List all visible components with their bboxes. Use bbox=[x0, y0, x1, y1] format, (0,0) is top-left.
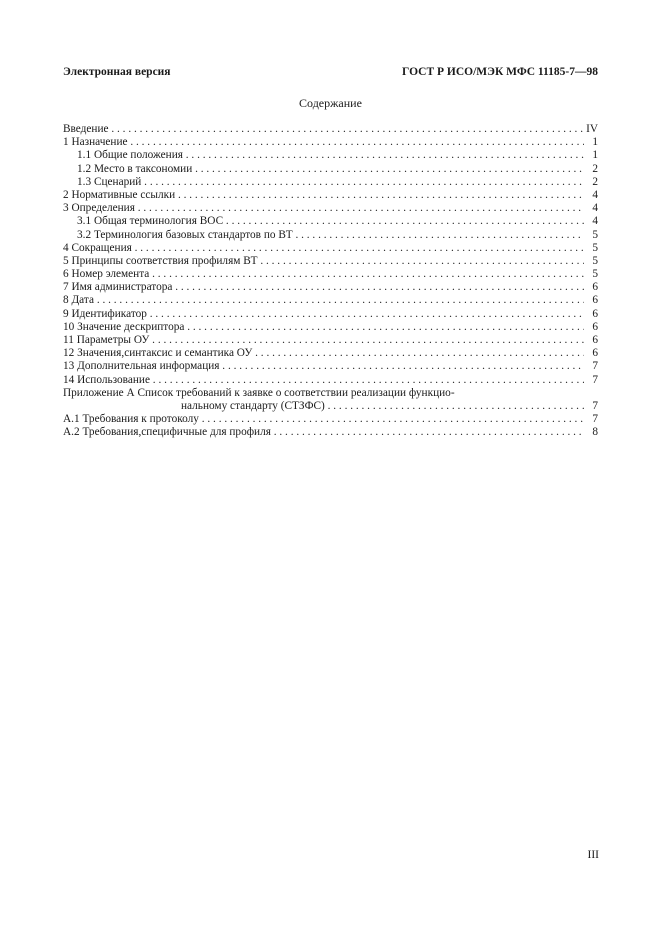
toc-entry-label: 1.2 Место в таксономии bbox=[77, 162, 193, 175]
toc-entry-page: 5 bbox=[592, 241, 598, 254]
toc-entry-label: 1.3 Сценарий bbox=[77, 175, 142, 188]
toc-entry-page: 2 bbox=[592, 162, 598, 175]
toc-entry bbox=[63, 123, 598, 136]
toc-entry bbox=[63, 426, 598, 439]
toc-entry-label: 9 Идентификатор bbox=[63, 307, 147, 320]
toc-entry-label: 7 Имя администратора bbox=[63, 281, 173, 294]
toc-entry-label: 13 Дополнительная информация bbox=[63, 360, 220, 373]
toc-entry-page: 5 bbox=[592, 268, 598, 281]
toc-entry bbox=[63, 255, 598, 268]
toc-entry-label: нальному стандарту (СТЗФС) bbox=[181, 399, 325, 412]
toc-entry-label: 11 Параметры ОУ bbox=[63, 334, 150, 346]
toc-entry-appendix bbox=[63, 387, 598, 400]
toc-entry bbox=[63, 374, 598, 387]
toc-entry bbox=[63, 163, 598, 176]
toc-entry-page: 2 bbox=[592, 175, 598, 188]
toc-entry-label: Приложение А Список требований к заявке о соответствии реализации функцио- bbox=[63, 386, 455, 399]
toc-entry-label: А.2 Требования,специфичные для профиля bbox=[63, 426, 271, 439]
toc-entry bbox=[63, 202, 598, 215]
running-header-right: ГОСТ Р ИСО/МЭК МФС 11185-7—98 bbox=[402, 66, 598, 78]
toc-entry-label: 5 Принципы соответствия профилям ВТ bbox=[63, 254, 258, 267]
running-header-left: Электронная версия bbox=[63, 66, 171, 78]
toc-entry-label: А.1 Требования к протоколу bbox=[63, 413, 199, 426]
toc-entry-label: 3 Определения bbox=[63, 202, 135, 215]
toc-entry-page: 1 bbox=[592, 136, 598, 149]
toc-entry-page: 5 bbox=[592, 228, 598, 241]
toc-entry-page: 7 bbox=[592, 413, 598, 426]
toc-entry-label: 2 Нормативные ссылки bbox=[63, 188, 176, 201]
toc-entry bbox=[63, 176, 598, 189]
toc-entry-label: 1 Назначение bbox=[63, 136, 128, 149]
toc-entry bbox=[63, 360, 598, 373]
toc-entry-label: 14 Использование bbox=[63, 373, 150, 386]
toc-entry-page: 7 bbox=[592, 399, 598, 412]
toc-entry-label: 3.1 Общая терминология ВОС bbox=[77, 215, 224, 228]
toc-entry-page: 1 bbox=[592, 149, 598, 162]
toc-entry-page: 8 bbox=[592, 426, 598, 439]
page-number: III bbox=[587, 849, 599, 861]
toc-title: Содержание bbox=[299, 96, 362, 110]
toc-entry bbox=[63, 334, 598, 347]
toc-entry-label: 12 Значения,синтаксис и семантика ОУ bbox=[63, 347, 253, 360]
toc-entry-appendix-cont bbox=[63, 400, 598, 413]
toc-entry-page: 5 bbox=[592, 254, 598, 267]
toc-entry-page: 6 bbox=[592, 347, 598, 360]
toc-entry-page: 6 bbox=[592, 334, 598, 346]
toc-entry-page: 6 bbox=[592, 320, 598, 333]
toc-entry-page: 4 bbox=[592, 202, 598, 215]
toc-entry bbox=[63, 242, 598, 255]
toc-entry bbox=[63, 294, 598, 307]
toc-entry bbox=[63, 229, 598, 242]
toc-entry-label: 3.2 Терминология базовых стандартов по ВТ bbox=[77, 228, 293, 241]
toc-entry-label: 8 Дата bbox=[63, 294, 94, 307]
toc-entry-page: 7 bbox=[592, 360, 598, 373]
toc-entry-label: 10 Значение дескриптора bbox=[63, 320, 185, 333]
toc-entry bbox=[63, 215, 598, 228]
toc-entry-page: 7 bbox=[592, 373, 598, 386]
toc-entry-page: IV bbox=[586, 123, 598, 135]
toc-entry-page: 6 bbox=[592, 294, 598, 307]
toc-entry bbox=[63, 149, 598, 162]
toc-entry-label: 1.1 Общие положения bbox=[77, 149, 183, 162]
toc-entry-page: 6 bbox=[592, 281, 598, 294]
table-of-contents bbox=[63, 123, 598, 440]
toc-entry-label: Введение bbox=[63, 123, 109, 135]
toc-entry-page: 6 bbox=[592, 307, 598, 320]
toc-entry bbox=[63, 347, 598, 360]
toc-entry-page: 4 bbox=[592, 215, 598, 228]
toc-entry-label: 6 Номер элемента bbox=[63, 268, 150, 281]
toc-entry bbox=[63, 413, 598, 426]
toc-entry bbox=[63, 136, 598, 149]
toc-entry-label: 4 Сокращения bbox=[63, 241, 132, 254]
toc-entry bbox=[63, 268, 598, 281]
toc-entry bbox=[63, 321, 598, 334]
toc-entry bbox=[63, 189, 598, 202]
toc-entry bbox=[63, 308, 598, 321]
toc-entry bbox=[63, 281, 598, 294]
toc-entry-page: 4 bbox=[592, 188, 598, 201]
